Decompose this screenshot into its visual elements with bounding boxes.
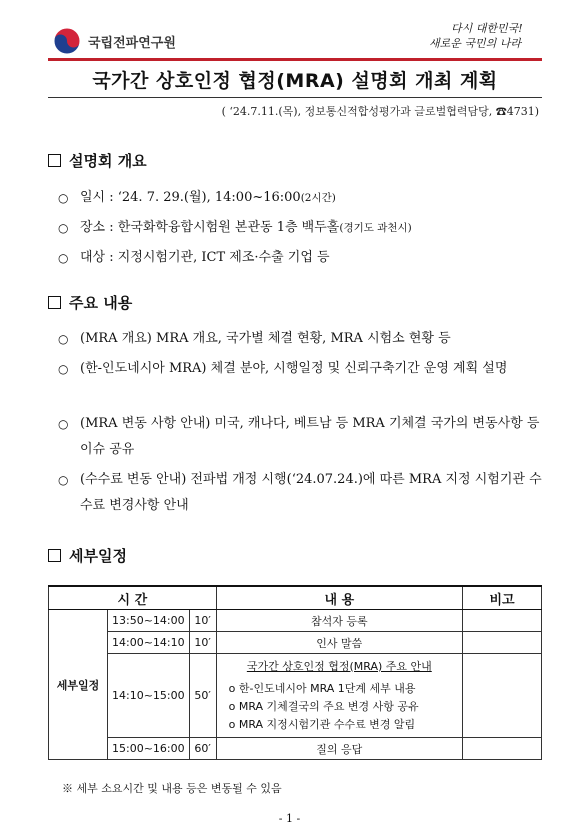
item-text: 일시 : ‘24. 7. 29.(월), 14:00~16:00 (80, 190, 301, 205)
item-text: (한-인도네시아 MRA) 체결 분야, 시행일정 및 신뢰구축기간 운영 계획 설명 (80, 361, 508, 376)
note-cell (463, 610, 542, 632)
time-cell: 15:00~16:00 (108, 738, 190, 760)
page-number: - 1 - (278, 812, 301, 825)
slogan-line1: 다시 대한민국! (451, 22, 523, 35)
detail-line: o MRA 기체결국의 주요 변경 사항 공유 (228, 699, 419, 713)
note-cell (463, 632, 542, 654)
section-heading-schedule (48, 545, 127, 566)
section-title: 설명회 개요 (69, 152, 147, 170)
taegeuk-emblem-icon (52, 26, 82, 56)
note-cell (463, 738, 542, 760)
content-cell (216, 654, 462, 738)
slogan-handwriting (425, 18, 535, 52)
list-item (58, 467, 544, 519)
table-row (49, 738, 542, 760)
duration-cell: 60′ (189, 738, 216, 760)
checkbox-square-icon (48, 549, 61, 562)
circle-bullet: ○ (58, 362, 69, 376)
title-bar (48, 58, 542, 98)
section-title: 주요 내용 (69, 294, 133, 312)
note-cell (463, 654, 542, 738)
header-note: 비고 (463, 586, 542, 610)
schedule-table (48, 585, 542, 760)
list-item (58, 245, 544, 271)
item-note: (경기도 과천시) (339, 222, 412, 234)
slogan-line2: 새로운 국민의 나라 (429, 37, 522, 50)
item-text: 장소 : 한국화학융합시험원 본관동 1층 백두홀 (80, 220, 340, 235)
table-row (49, 610, 542, 632)
footnote: ※ 세부 소요시간 및 내용 등은 변동될 수 있음 (62, 782, 282, 795)
item-text: (수수료 변동 안내) 전파법 개정 시행(‘24.07.24.)에 따른 MRA 지정 시험기관 수수료 변경사항 안내 (80, 472, 542, 513)
duration-cell: 10′ (189, 610, 216, 632)
section-heading-main (48, 292, 132, 313)
item-text: (MRA 개요) MRA 개요, 국가별 체결 현황, MRA 시험소 현황 등 (80, 331, 451, 346)
item-text: 대상 : 지정시험기관, ICT 제조·수출 기업 등 (80, 250, 330, 265)
duration-cell: 10′ (189, 632, 216, 654)
section-heading-overview (48, 150, 147, 171)
detail-line: o 한-인도네시아 MRA 1단계 세부 내용 (228, 681, 416, 695)
list-item (58, 185, 544, 211)
time-cell: 13:50~14:00 (108, 610, 190, 632)
duration-cell: 50′ (189, 654, 216, 738)
time-cell: 14:00~14:10 (108, 632, 190, 654)
date-department-line: ( ‘24.7.11.(목), 정보통신적합성평가과 글로벌협력담당, ☎4731) (221, 105, 539, 118)
page-title: 국가간 상호인정 협정(MRA) 설명회 개최 계획 (92, 69, 498, 92)
table-row (49, 632, 542, 654)
circle-bullet: ○ (58, 473, 69, 487)
time-cell: 14:10~15:00 (108, 654, 190, 738)
list-item (58, 215, 544, 241)
circle-bullet: ○ (58, 221, 69, 235)
list-item (58, 326, 544, 352)
checkbox-square-icon (48, 154, 61, 167)
circle-bullet: ○ (58, 251, 69, 265)
list-item (58, 356, 544, 382)
circle-bullet: ○ (58, 332, 69, 346)
org-name: 국립전파연구원 (88, 35, 176, 51)
org-logo (52, 26, 176, 56)
detail-line: o MRA 지정시험기관 수수료 변경 알림 (228, 717, 416, 731)
list-item (58, 411, 544, 463)
table-header-row (49, 586, 542, 610)
checkbox-square-icon (48, 296, 61, 309)
content-cell: 참석자 등록 (216, 610, 462, 632)
table-row (49, 654, 542, 738)
item-text: (MRA 변동 사항 안내) 미국, 캐나다, 베트남 등 MRA 기체결 국가의 변동사항 등 이슈 공유 (80, 416, 540, 457)
circle-bullet: ○ (58, 191, 69, 205)
content-cell: 인사 말씀 (216, 632, 462, 654)
section-title: 세부일정 (69, 547, 127, 565)
content-cell: 질의 응답 (216, 738, 462, 760)
category-cell: 세부일정 (49, 610, 108, 760)
header-content: 내 용 (216, 586, 462, 610)
header-time: 시 간 (49, 586, 217, 610)
item-note: (2시간) (300, 192, 336, 204)
content-heading: 국가간 상호인정 협정(MRA) 주요 안내 (246, 659, 432, 673)
circle-bullet: ○ (58, 417, 69, 431)
